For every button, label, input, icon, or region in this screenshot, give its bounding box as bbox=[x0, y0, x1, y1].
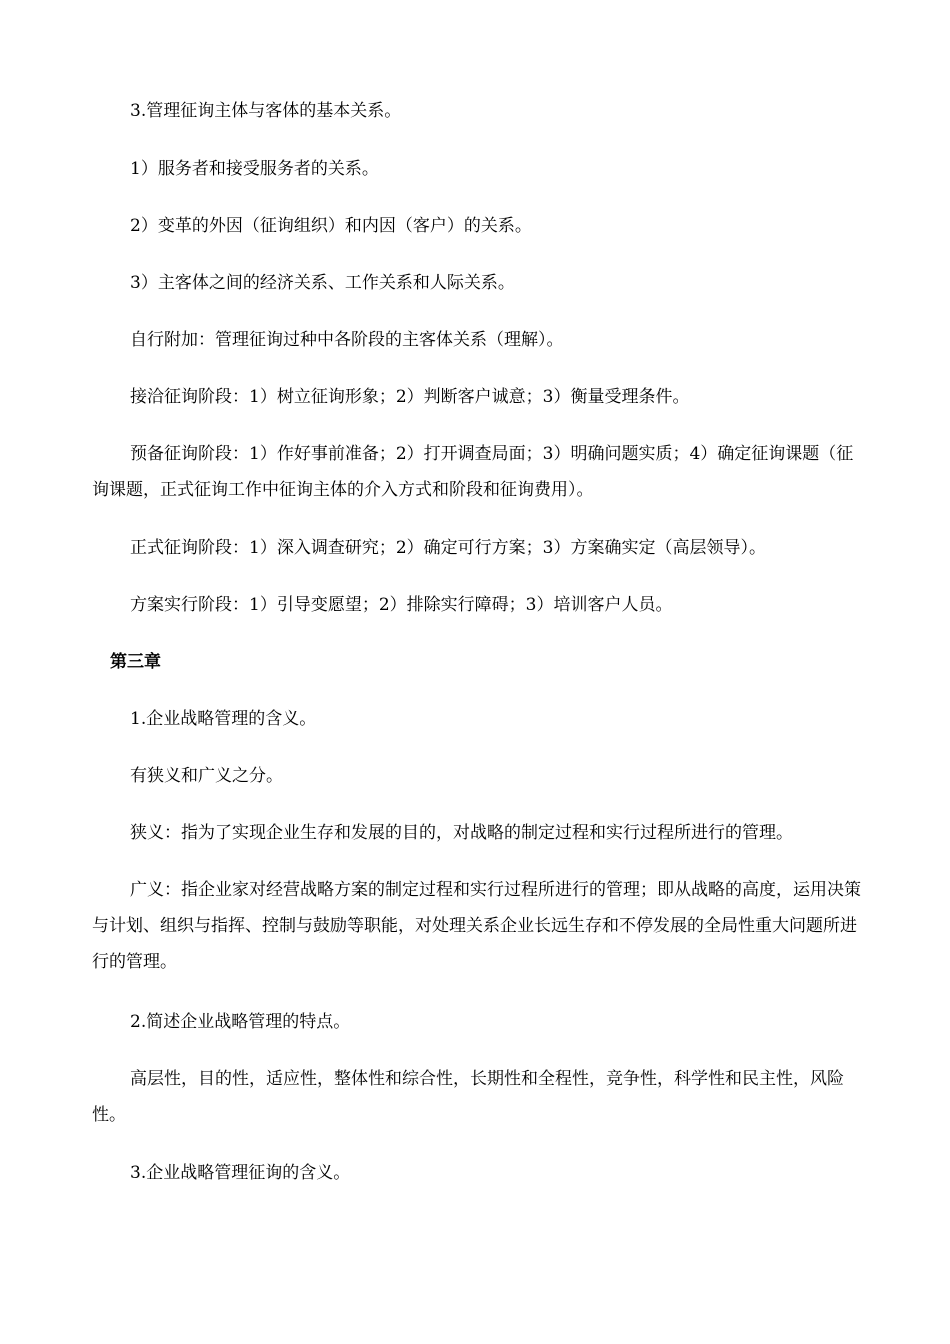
paragraph-broad-definition: 广义：指企业家对经营战略方案的制定过程和实行过程所进行的管理；即从战略的高度，运用决策与计划、组织与指挥、控制与鼓励等职能，对处理关系企业长远生存和不停发展的全局性重大问题所进行的管理。 bbox=[92, 880, 861, 972]
paragraph-strategy-meaning: 1.企业战略管理的含义。 bbox=[130, 709, 317, 729]
paragraph-narrow-broad: 有狭义和广义之分。 bbox=[130, 766, 283, 786]
paragraph-relation-1: 1）服务者和接受服务者的关系。 bbox=[130, 159, 379, 179]
chapter-heading: 第三章 bbox=[110, 652, 161, 672]
paragraph-contact-stage: 接洽征询阶段：1）树立征询形象；2）判断客户诚意；3）衡量受理条件。 bbox=[130, 387, 690, 407]
paragraph-narrow-definition: 狭义：指为了实现企业生存和发展的目的，对战略的制定过程和实行过程所进行的管理。 bbox=[130, 823, 793, 843]
paragraph-relation-3: 3）主客体之间的经济关系、工作关系和人际关系。 bbox=[130, 273, 515, 293]
paragraph-prep-stage: 预备征询阶段：1）作好事前准备；2）打开调查局面；3）明确问题实质；4）确定征询课题（征询课题，正式征询工作中征询主体的介入方式和阶段和征询费用）。 bbox=[92, 444, 854, 500]
paragraph-features-list: 高层性，目的性，适应性，整体性和综合性，长期性和全程性，竞争性，科学性和民主性，风险性。 bbox=[92, 1069, 844, 1125]
paragraph-implement-stage: 方案实行阶段：1）引导变愿望；2）排除实行障碍；3）培训客户人员。 bbox=[130, 595, 673, 615]
paragraph-subject-object-relation: 3.管理征询主体与客体的基本关系。 bbox=[130, 101, 402, 121]
paragraph-relation-2: 2）变革的外因（征询组织）和内因（客户）的关系。 bbox=[130, 216, 532, 236]
paragraph-features-question: 2.简述企业战略管理的特点。 bbox=[130, 1012, 351, 1032]
paragraph-consulting-meaning: 3.企业战略管理征询的含义。 bbox=[130, 1163, 351, 1183]
paragraph-formal-stage: 正式征询阶段：1）深入调查研究；2）确定可行方案；3）方案确实定（高层领导）。 bbox=[130, 538, 766, 558]
paragraph-self-addition: 自行附加：管理征询过种中各阶段的主客体关系（理解）。 bbox=[130, 330, 564, 350]
